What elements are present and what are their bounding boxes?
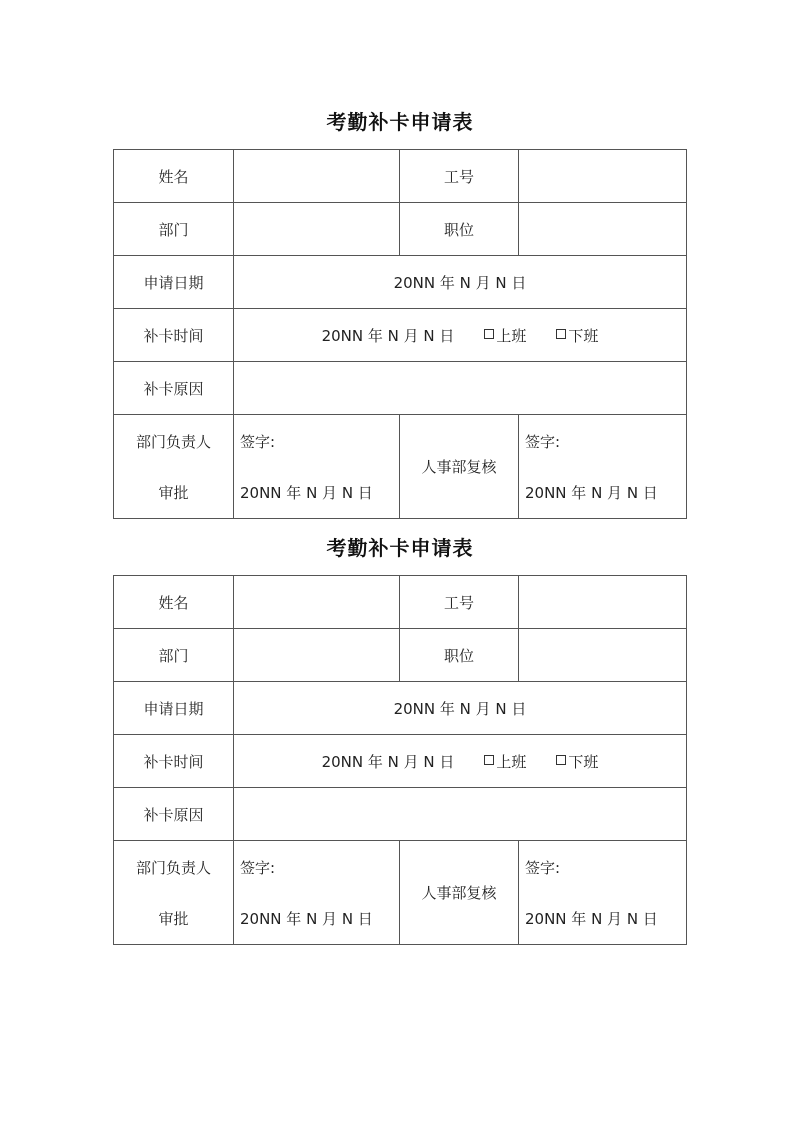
approval-sign-label: 签字: xyxy=(240,432,276,451)
hr-date: 20NN 年 N 月 N 日 xyxy=(525,483,658,502)
on-duty-label: 上班 xyxy=(496,326,527,345)
row-punch-time xyxy=(114,735,687,788)
punch-time-label: 补卡时间 xyxy=(114,735,234,788)
department-label: 部门 xyxy=(114,629,234,682)
row-reason xyxy=(114,788,687,841)
form-title: 考勤补卡申请表 xyxy=(326,536,474,560)
approval-sign-label: 签字: xyxy=(240,858,276,877)
attendance-makeup-form xyxy=(113,575,687,945)
on-duty-checkbox[interactable] xyxy=(484,755,494,765)
reason-label: 补卡原因 xyxy=(114,362,234,415)
department-field[interactable] xyxy=(234,203,400,256)
row-reason xyxy=(114,362,687,415)
department-label: 部门 xyxy=(114,203,234,256)
apply-date-label: 申请日期 xyxy=(114,256,234,309)
form-title: 考勤补卡申请表 xyxy=(326,110,474,134)
hr-sign-label: 签字: xyxy=(525,432,561,451)
row-approval xyxy=(114,841,687,945)
hr-sign-field[interactable] xyxy=(519,841,687,945)
row-apply-date xyxy=(114,682,687,735)
punch-time-field xyxy=(234,735,687,788)
approval-sign-field[interactable] xyxy=(234,841,400,945)
employee-id-label: 工号 xyxy=(400,150,519,203)
reason-field[interactable] xyxy=(234,362,687,415)
punch-time-date[interactable]: 20NN 年 N 月 N 日 xyxy=(321,326,455,345)
approval-label-line1: 部门负责人 xyxy=(135,858,211,877)
off-duty-label: 下班 xyxy=(568,752,599,771)
hr-review-label: 人事部复核 xyxy=(400,841,519,945)
hr-sign-field[interactable] xyxy=(519,415,687,519)
row-punch-time xyxy=(114,309,687,362)
on-duty-label: 上班 xyxy=(496,752,527,771)
punch-time-label: 补卡时间 xyxy=(114,309,234,362)
position-field[interactable] xyxy=(519,203,687,256)
on-duty-option[interactable] xyxy=(484,325,526,346)
name-label: 姓名 xyxy=(114,576,234,629)
position-label: 职位 xyxy=(400,629,519,682)
position-field[interactable] xyxy=(519,629,687,682)
approval-date: 20NN 年 N 月 N 日 xyxy=(240,483,373,502)
hr-date: 20NN 年 N 月 N 日 xyxy=(525,909,658,928)
employee-id-field[interactable] xyxy=(519,576,687,629)
hr-review-label: 人事部复核 xyxy=(400,415,519,519)
off-duty-checkbox[interactable] xyxy=(556,755,566,765)
apply-date-field[interactable]: 20NN 年 N 月 N 日 xyxy=(234,682,687,735)
approval-label xyxy=(114,415,234,519)
off-duty-label: 下班 xyxy=(568,326,599,345)
row-department-position xyxy=(114,203,687,256)
approval-label-line2: 审批 xyxy=(158,483,189,502)
name-label: 姓名 xyxy=(114,150,234,203)
reason-field[interactable] xyxy=(234,788,687,841)
row-department-position xyxy=(114,629,687,682)
employee-id-label: 工号 xyxy=(400,576,519,629)
off-duty-checkbox[interactable] xyxy=(556,329,566,339)
off-duty-option[interactable] xyxy=(556,325,598,346)
name-field[interactable] xyxy=(234,576,400,629)
on-duty-checkbox[interactable] xyxy=(484,329,494,339)
row-approval xyxy=(114,415,687,519)
approval-label-line1: 部门负责人 xyxy=(135,432,211,451)
approval-label xyxy=(114,841,234,945)
off-duty-option[interactable] xyxy=(556,751,598,772)
punch-time-date[interactable]: 20NN 年 N 月 N 日 xyxy=(321,752,455,771)
approval-date: 20NN 年 N 月 N 日 xyxy=(240,909,373,928)
on-duty-option[interactable] xyxy=(484,751,526,772)
row-apply-date xyxy=(114,256,687,309)
position-label: 职位 xyxy=(400,203,519,256)
name-field[interactable] xyxy=(234,150,400,203)
apply-date-field[interactable]: 20NN 年 N 月 N 日 xyxy=(234,256,687,309)
approval-sign-field[interactable] xyxy=(234,415,400,519)
approval-label-line2: 审批 xyxy=(158,909,189,928)
row-name-id xyxy=(114,576,687,629)
department-field[interactable] xyxy=(234,629,400,682)
reason-label: 补卡原因 xyxy=(114,788,234,841)
employee-id-field[interactable] xyxy=(519,150,687,203)
row-name-id xyxy=(114,150,687,203)
apply-date-label: 申请日期 xyxy=(114,682,234,735)
attendance-makeup-form xyxy=(113,149,687,519)
punch-time-field xyxy=(234,309,687,362)
hr-sign-label: 签字: xyxy=(525,858,561,877)
